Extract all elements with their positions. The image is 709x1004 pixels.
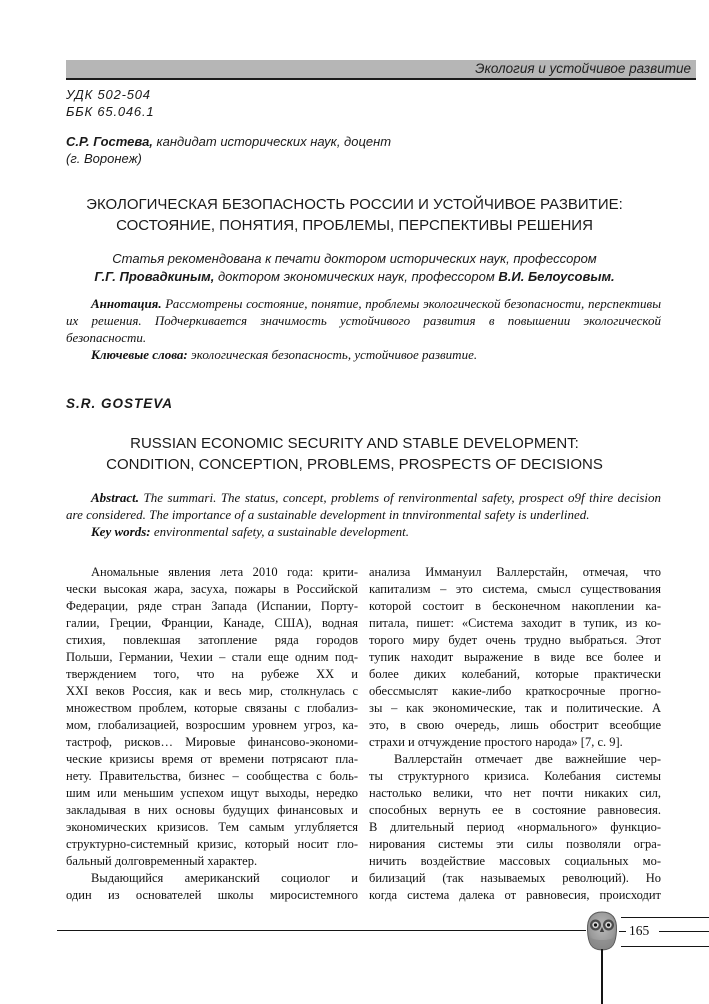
text-line: мом, глобализацией, возросшим уровнем угроз, ка- bbox=[66, 718, 358, 732]
text-line: множеством проблем, которые связаны с глобализ- bbox=[66, 701, 358, 715]
abstract-block bbox=[66, 489, 661, 540]
udc-code: УДК 502-504 bbox=[66, 87, 151, 102]
text-line: ческие кризисы время от времени потрясают пла- bbox=[66, 752, 358, 766]
text-line: обессмыслят какие-либо краткосрочные прогно- bbox=[369, 684, 661, 698]
text-line: Федерации, ряде стран Запада (Испании, Порту- bbox=[66, 599, 358, 613]
author-ru-block bbox=[66, 133, 391, 167]
abstract-text: The summari. The status, concept, problems of renvironmental safety, prospect o9f thire decision are considered. The importance of a sustainable development in tnnvironmental safety is underlined. bbox=[66, 490, 661, 522]
text-line: В длительный период «нормального» функцио- bbox=[369, 820, 661, 834]
author-ru-name: С.Р. Гостева, bbox=[66, 134, 153, 149]
text-line: билизаций (так называемых революций). Но bbox=[369, 871, 661, 885]
keywords-en-label: Key words: bbox=[91, 524, 151, 539]
text-line: ты структурного кризиса. Колебания системы bbox=[369, 769, 661, 783]
abstract-paragraph bbox=[66, 489, 661, 523]
text-line: закладывая в них основы будущих финансовых и bbox=[66, 803, 358, 817]
text-line: экономических кризисов. Тем самым углубляется bbox=[66, 820, 358, 834]
text-line: шим или меньшим успехом ищут выходы, нередко bbox=[66, 786, 358, 800]
text-line: Выдающийся американский социолог и bbox=[91, 871, 358, 885]
author-en: S.R. GOSTEVA bbox=[66, 396, 174, 411]
keywords-label: Ключевые слова: bbox=[91, 347, 188, 362]
text-line: XXI веков Россия, как и весь мир, столкнулась с bbox=[66, 684, 358, 698]
keywords-paragraph bbox=[66, 346, 661, 363]
owl-logo bbox=[585, 911, 619, 951]
footer-rule-mid-right bbox=[659, 931, 709, 932]
article-title-ru-line2: СОСТОЯНИЕ, ПОНЯТИЯ, ПРОБЛЕМЫ, ПЕРСПЕКТИВЫ РЕШЕНИЯ bbox=[116, 217, 593, 234]
text-line: тверждением того, что на рубеже XX и bbox=[66, 667, 358, 681]
article-body bbox=[66, 564, 661, 904]
text-line: капитализм – это система, смысл существования bbox=[369, 582, 661, 596]
text-line: Польши, Германии, Чехии – стали еще одним под- bbox=[66, 650, 358, 664]
text-line: настолько велики, что нет почти никаких сил, bbox=[369, 786, 661, 800]
author-ru-degree: кандидат исторических наук, доцент bbox=[152, 134, 392, 149]
article-title-en bbox=[57, 433, 652, 475]
keywords-en-text: environmental safety, a sustainable development. bbox=[150, 524, 409, 539]
page-number: 165 bbox=[629, 923, 650, 938]
running-head-text: Экология и устойчивое развитие bbox=[475, 61, 691, 76]
text-line: торого миру будет очень трудно выбраться. Этот bbox=[369, 633, 661, 647]
classification-block bbox=[66, 86, 154, 120]
text-line: галии, Греции, Франции, Канаде, США), водная bbox=[66, 616, 358, 630]
author-ru-city: (г. Воронеж) bbox=[66, 151, 142, 166]
text-line: один из основателей школы миросистемного bbox=[66, 888, 358, 902]
text-line: зы – как экономические, так и политические. А bbox=[369, 701, 661, 715]
keywords-text: экологическая безопасность, устойчивое развитие. bbox=[187, 347, 478, 362]
author-ru-line bbox=[66, 133, 391, 150]
bbk-code: ББК 65.046.1 bbox=[66, 104, 155, 119]
text-line: нирования системы эти силы позволяли огра- bbox=[369, 837, 661, 851]
text-line: структурно-системный кризис, который носит гло- bbox=[66, 837, 358, 851]
recommendation-note bbox=[57, 250, 652, 285]
article-title-ru bbox=[57, 194, 652, 236]
text-line: когда система далека от равновесия, происходит bbox=[369, 888, 661, 902]
recommendation-line: Статья рекомендована к печати доктором исторических наук, профессором bbox=[112, 251, 597, 266]
text-line: питала, пишет: «Система заходит в тупик, из ко- bbox=[369, 616, 661, 630]
annotation-paragraph bbox=[66, 295, 661, 346]
running-head bbox=[66, 60, 696, 80]
text-line: Аномальные явления лета 2010 года: крити- bbox=[91, 565, 358, 579]
text-line: бальный долговременный характер. bbox=[66, 854, 258, 868]
text-line: тупик находит выражение в виде все более и bbox=[369, 650, 661, 664]
footer-rule-left bbox=[57, 930, 586, 931]
keywords-en-paragraph bbox=[66, 523, 661, 540]
text-line: способных вернуть ее в состояние равновесия. bbox=[369, 803, 661, 817]
article-title-en-line2: CONDITION, CONCEPTION, PROBLEMS, PROSPECTS OF DECISIONS bbox=[106, 456, 603, 473]
annotation-label: Аннотация. bbox=[91, 296, 162, 311]
abstract-label: Abstract. bbox=[91, 490, 140, 505]
text-line: чески высокая жара, засуха, пожары в Российской bbox=[66, 582, 358, 596]
text-line: нету. Правительства, бизнес – сообщества с боль- bbox=[66, 769, 358, 783]
text-line: тастроф, рисков… Мировые финансово-экономи- bbox=[66, 735, 358, 749]
body-column-right bbox=[369, 564, 661, 904]
article-title-en-line1: RUSSIAN ECONOMIC SECURITY AND STABLE DEVELOPMENT: bbox=[130, 435, 579, 452]
text-line: страхи и отчуждение простого народа» [7, с. 9]. bbox=[369, 735, 623, 749]
annotation-block bbox=[66, 295, 661, 363]
footer-vertical-rule bbox=[601, 949, 603, 1004]
text-line: более диких колебаний, которые практически bbox=[369, 667, 661, 681]
text-line: Валлерстайн отмечает две важнейшие чер- bbox=[394, 752, 661, 766]
text-line: ничить воздействие массовых социальных мо- bbox=[369, 854, 661, 868]
footer-rule-bottom-right bbox=[621, 946, 709, 947]
article-title-ru-line1: ЭКОЛОГИЧЕСКАЯ БЕЗОПАСНОСТЬ РОССИИ И УСТОЙЧИВОЕ РАЗВИТИЕ: bbox=[86, 196, 623, 213]
text-line: анализа Иммануил Валлерстайн, отмечая, что bbox=[369, 565, 661, 579]
text-line: это, в свою очередь, лишь обострит всеобщие bbox=[369, 718, 661, 732]
text-line: стихия, повлекшая затопление ряда городов bbox=[66, 633, 358, 647]
text-line: которой состоит в бесконечном накоплении ка- bbox=[369, 599, 661, 613]
annotation-text: Рассмотрены состояние, понятие, проблемы экологической безопасности, перспективы их решения. Подчеркивается значимость устойчивого развития в повышении экологической безопасности. bbox=[66, 296, 661, 345]
footer-rule-top-right bbox=[621, 917, 709, 918]
recommendation-line: Г.Г. Провадкиным, доктором экономических наук, профессором В.И. Белоусовым. bbox=[94, 268, 615, 284]
footer-dash bbox=[619, 931, 626, 932]
body-column-left bbox=[66, 564, 358, 904]
